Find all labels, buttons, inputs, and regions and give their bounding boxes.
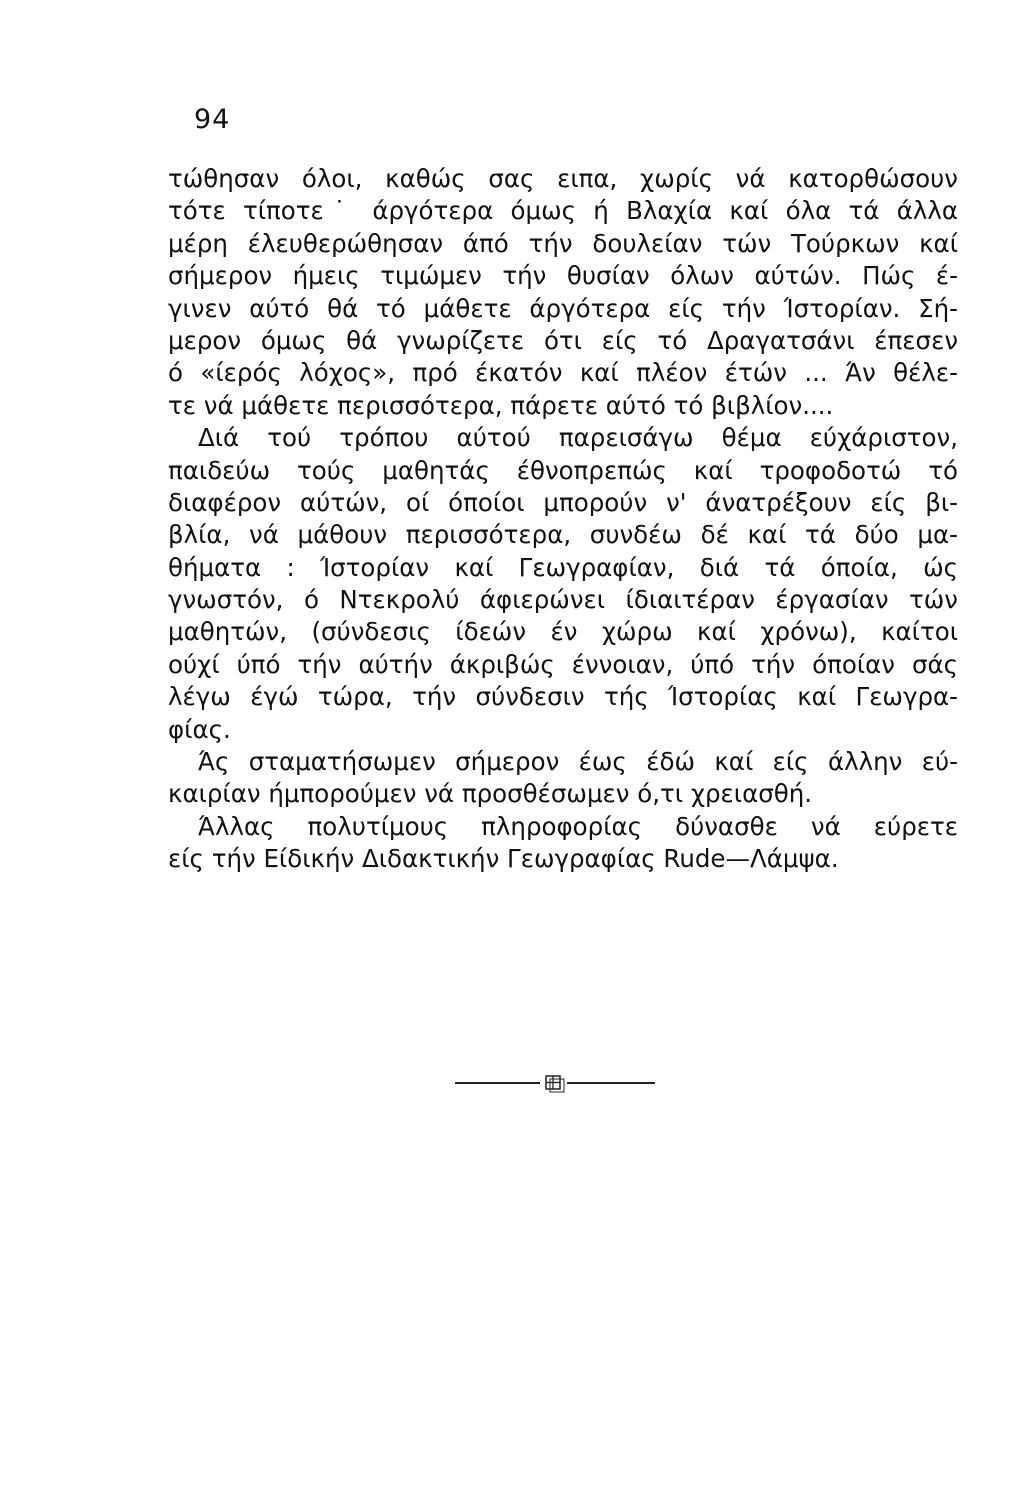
text-line: Διά τού τρόπου αύτού παρεισάγω θέμα εύχάριστον,: [198, 423, 958, 453]
ornament-glyph-icon: [543, 1072, 565, 1094]
text-line: καιρίαν ήμπορούμεν νά προσθέσωμεν ό,τι χρειασθή.: [168, 779, 813, 809]
text-line: μέρη έλευθερώθησαν άπό τήν δουλείαν τών Τούρκων καί: [168, 228, 958, 258]
text-line: τώθησαν όλοι, καθώς σας ειπα, χωρίς νά κατορθώσουν: [168, 164, 958, 193]
text-line: βλία, νά μάθουν περισσότερα, συνδέω δέ καί τά δύο μα-: [168, 520, 958, 550]
text-line: ό «ίερός λόχος», πρό έκατόν καί πλέον έτών ... Άν θέλε-: [168, 358, 958, 388]
text-line: Άς σταματήσωμεν σήμερον έως έδώ καί είς άλλην εύ-: [198, 747, 958, 777]
body-text: [168, 163, 958, 876]
text-line: γνωστόν, ό Ντεκρολύ άφιερώνει ίδιαιτέραν έργασίαν τών: [168, 585, 958, 615]
text-line: φίας.: [168, 714, 231, 744]
text-line: είς τήν Είδικήν Διδακτικήν Γεωγραφίας Rude—Λάμψα.: [168, 844, 839, 874]
text-line: παιδεύω τούς μαθητάς έθνοπρεπώς καί τροφοδοτώ τό: [168, 455, 958, 485]
text-line: διαφέρον αύτών, οί όποίοι μπορούν ν' άνατρέξουν είς βι-: [168, 487, 958, 517]
text-line: μαθητών, (σύνδεσις ίδεών έν χώρω καί χρόνω), καίτοι: [168, 617, 958, 647]
text-line: ούχί ύπό τήν αύτήν άκριβώς έννοιαν, ύπό τήν όποίαν σάς: [168, 649, 958, 679]
text-line: τε νά μάθετε περισσότερα, πάρετε αύτό τό βιβλίον....: [168, 390, 834, 420]
section-end-ornament: [455, 1072, 655, 1094]
text-line: τότε τίποτε˙ άργότερα όμως ή Βλαχία καί όλα τά άλλα: [168, 196, 958, 226]
text-line: Άλλας πολυτίμους πληροφορίας δύνασθε νά εύρετε: [198, 811, 958, 841]
text-line: σήμερον ήμεις τιμώμεν τήν θυσίαν όλων αύτών. Πώς έ-: [168, 261, 958, 291]
text-line: θήματα : Ίστορίαν καί Γεωγραφίαν, διά τά όποία, ώς: [168, 552, 958, 582]
text-line: λέγω έγώ τώρα, τήν σύνδεσιν τής Ίστορίας καί Γεωγρα-: [168, 682, 958, 712]
text-line: γινεν αύτό θά τό μάθετε άργότερα είς τήν Ίστορίαν. Σή-: [168, 293, 958, 323]
text-line: μερον όμως θά γνωρίζετε ότι είς τό Δραγατσάνι έπεσεν: [168, 325, 958, 355]
ornament-rule-left: [455, 1082, 540, 1084]
page-number: 94: [194, 104, 231, 135]
ornament-rule-right: [567, 1082, 655, 1084]
